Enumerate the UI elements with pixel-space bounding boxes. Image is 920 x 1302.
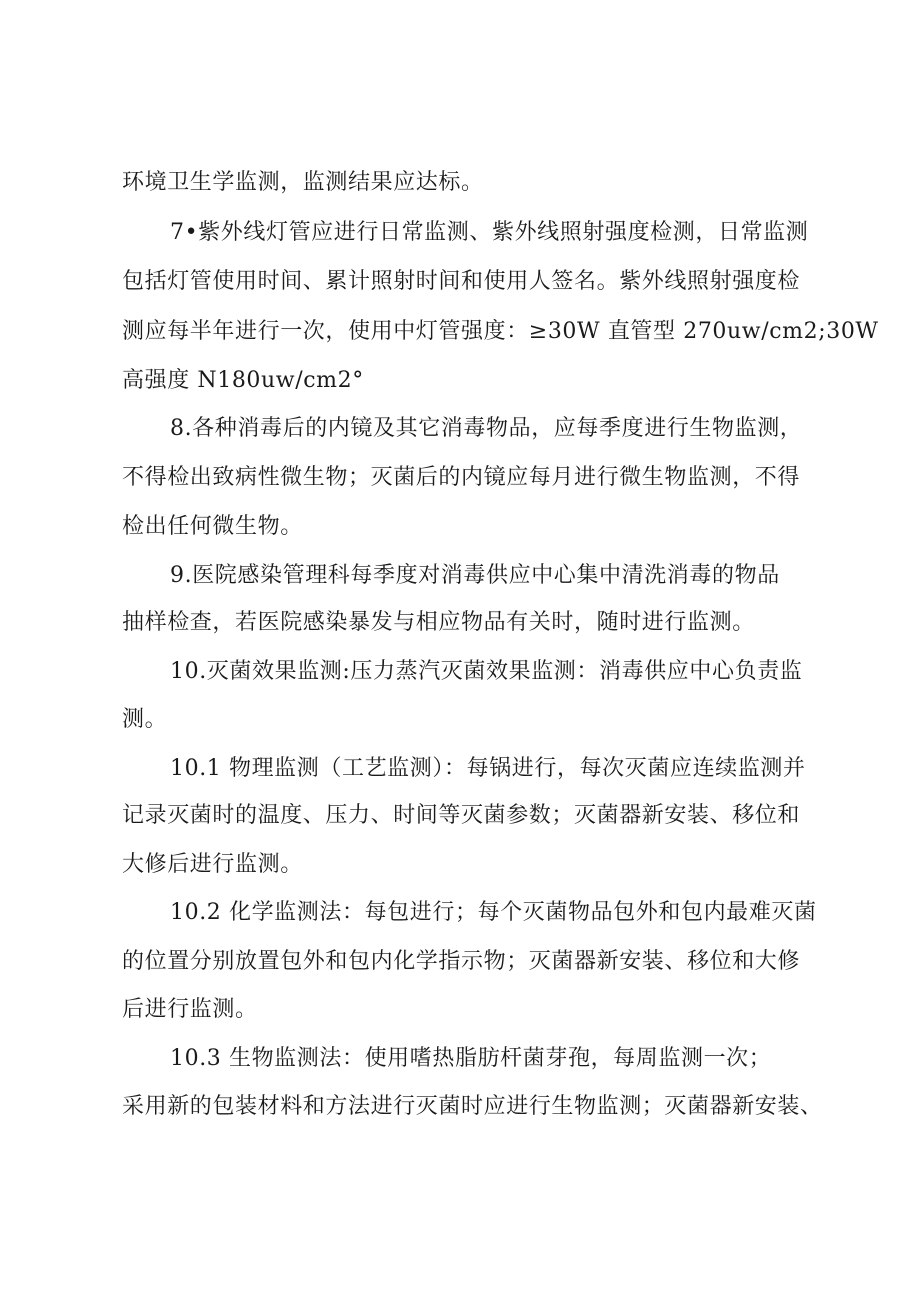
text-line: 抽样检查，若医院感染暴发与相应物品有关时，随时进行监测。 xyxy=(122,610,755,635)
text-line: 10.2 化学监测法：每包进行；每个灭菌物品包外和包内最难灭菌 xyxy=(170,900,817,925)
text-line: 10.灭菌效果监测:压力蒸汽灭菌效果监测：消毒供应中心负责监 xyxy=(170,659,803,684)
text-line: 8.各种消毒后的内镜及其它消毒物品，应每季度进行生物监测， xyxy=(170,416,803,441)
text-line: 包括灯管使用时间、累计照射时间和使用人签名。紫外线照射强度检 xyxy=(122,269,801,294)
text-line: 高强度 N180uw/cm2° xyxy=(122,368,364,393)
text-line: 10.1 物理监测（工艺监测）：每锅进行，每次灭菌应连续监测并 xyxy=(170,756,806,781)
text-line: 测应每半年进行一次，使用中灯管强度：≥30W 直管型 270uw/cm2;30W xyxy=(122,319,879,344)
text-line: 大修后进行监测。 xyxy=(122,852,303,877)
text-line: 测。 xyxy=(122,707,168,732)
text-line: 采用新的包装材料和方法进行灭菌时应进行生物监测；灭菌器新安装、 xyxy=(122,1094,823,1119)
text-line: 9.医院感染管理科每季度对消毒供应中心集中清洗消毒的物品 xyxy=(170,563,780,588)
text-line: 不得检出致病性微生物；灭菌后的内镜应每月进行微生物监测，不得 xyxy=(122,465,801,490)
text-line: 的位置分别放置包外和包内化学指示物；灭菌器新安装、移位和大修 xyxy=(122,949,801,974)
text-line: 后进行监测。 xyxy=(122,997,258,1022)
text-line: 记录灭菌时的温度、压力、时间等灭菌参数；灭菌器新安装、移位和 xyxy=(122,803,801,828)
text-line: 环境卫生学监测，监测结果应达标。 xyxy=(122,170,484,195)
text-line: 7•紫外线灯管应进行日常监测、紫外线照射强度检测，日常监测 xyxy=(170,220,809,245)
text-line: 检出任何微生物。 xyxy=(122,514,303,539)
text-line: 10.3 生物监测法：使用嗜热脂肪杆菌芽孢，每周监测一次； xyxy=(170,1046,772,1071)
